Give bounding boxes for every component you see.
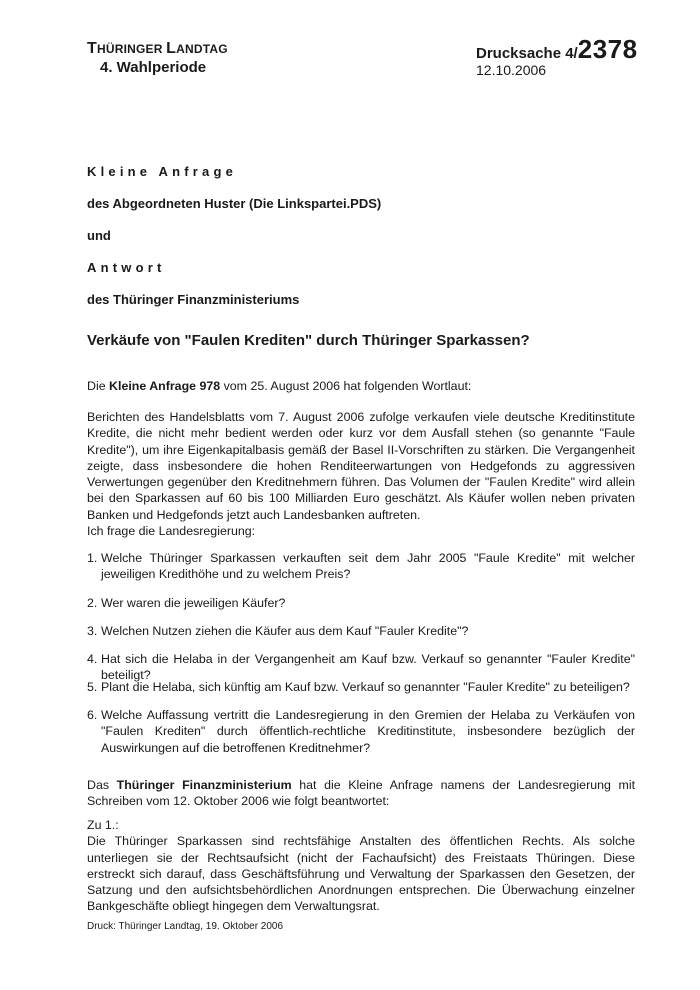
landtag-rest-1: HÜRINGER — [96, 42, 167, 56]
question-item — [87, 595, 635, 611]
ministerium-line: des Thüringer Finanzministeriums — [87, 292, 300, 307]
question-number: 1. — [87, 551, 98, 565]
kleine-anfrage-heading: Kleine Anfrage — [87, 164, 238, 179]
answer-intro — [87, 777, 635, 810]
document-headline: Verkäufe von "Faulen Krediten" durch Thüringer Sparkassen? — [87, 332, 530, 349]
frage-intro: Ich frage die Landesregierung: — [87, 524, 256, 538]
question-text: Welche Auffassung vertritt die Landesregierung in den Gremien der Helaba zu Verkäufen von "Faulen Krediten" durch öffentlich-rechtliche Kreditinstitute, insbesondere bezüglich der Auswirkungen auf die betroffenen Kreditnehmer? — [101, 708, 635, 755]
und-line: und — [87, 228, 111, 243]
question-number: 6. — [87, 708, 98, 722]
intro-sentence — [87, 378, 635, 394]
question-item — [87, 623, 635, 639]
drucksache-id: 2378 — [577, 34, 638, 64]
intro-post: vom 25. August 2006 hat folgenden Wortlaut: — [220, 379, 472, 393]
question-number: 2. — [87, 596, 98, 610]
answer-intro-bold: Thüringer Finanzministerium — [116, 778, 292, 792]
question-text: Welche Thüringer Sparkassen verkauften seit dem Jahr 2005 "Faule Kredite" mit welcher jeweiligen Kredithöhe und zu welchem Preis? — [101, 551, 635, 582]
question-item — [87, 707, 635, 756]
print-footer: Druck: Thüringer Landtag, 19. Oktober 2006 — [87, 921, 284, 932]
intro-pre: Die — [87, 379, 110, 393]
answer-1 — [87, 817, 635, 915]
question-item — [87, 679, 635, 695]
drucksache-label: Drucksache 4/ — [476, 45, 578, 62]
landtag-initial-t: T — [87, 40, 97, 57]
question-number: 4. — [87, 652, 98, 666]
antwort-heading: Antwort — [87, 260, 166, 275]
landtag-initial-l: L — [166, 40, 177, 57]
question-text: Plant die Helaba, sich künftig am Kauf bzw. Verkauf so genannter "Fauler Kredite" zu beteiligen? — [101, 680, 630, 694]
answer-intro-pre: Das — [87, 778, 117, 792]
abgeordneter-line: des Abgeordneten Huster (Die Linkspartei.PDS) — [87, 196, 382, 211]
question-text: Wer waren die jeweiligen Käufer? — [101, 596, 286, 610]
landtag-rest-2: ANDTAG — [176, 42, 228, 56]
answer-1-label: Zu 1.: — [87, 818, 119, 832]
intro-bold: Kleine Anfrage 978 — [109, 379, 221, 393]
question-text: Hat sich die Helaba in der Vergangenheit am Kauf bzw. Verkauf so genannter "Fauler Kredite" beteiligt? — [101, 652, 635, 683]
wahlperiode: 4. Wahlperiode — [100, 59, 207, 76]
document-date: 12.10.2006 — [476, 62, 547, 78]
question-number: 5. — [87, 680, 98, 694]
landtag-name — [87, 40, 228, 58]
question-context-paragraph: Berichten des Handelsblatts vom 7. August 2006 zufolge verkaufen viele deutsche Kreditinstitute Kredite, die nicht mehr bedient werden oder kurz vor dem Ausfall stehen (so genannte "Faule Kredite"), um ihre Eigenkapitalbasis gemäß der Basel II-Vorschriften zu stärken. Die Vergangenheit zeigte, dass insbesondere die hohen Renditeerwartungen von Hedgefonds zu aggressiven Verwertungen gegenüber den Kreditnehmern führen. Das Volumen der "Faulen Kredite" wird allein bei den Sparkassen auf 60 bis 100 Milliarden Euro geschätzt. Als Käufer wollen neben privaten Banken und Hedgefonds jetzt auch Landesbanken auftreten. — [87, 410, 635, 522]
drucksache-number — [476, 34, 638, 65]
question-item — [87, 550, 635, 583]
question-number: 3. — [87, 624, 98, 638]
question-text: Welchen Nutzen ziehen die Käufer aus dem Kauf "Fauler Kredite"? — [101, 624, 469, 638]
answer-1-text: Die Thüringer Sparkassen sind rechtsfähige Anstalten des öffentlichen Rechts. Als solche unterliegen sie der Rechtsaufsicht (nicht der Fachaufsicht) des Freistaats Thüringen. Diese erstreckt sich darauf, dass Geschäftsführung und Verwaltung der Sparkassen den Gesetzen, der Satzung und den aufsichtsbehördlichen Anordnungen entsprechen. Die Überwachung einzelner Bankgeschäfte obliegt hingegen dem Verwaltungsrat. — [87, 834, 635, 914]
answer-intro-post: hat die Kleine Anfrage namens der Landesregierung mit Schreiben vom 12. Oktober 2006 wie folgt beantwortet: — [87, 778, 636, 809]
